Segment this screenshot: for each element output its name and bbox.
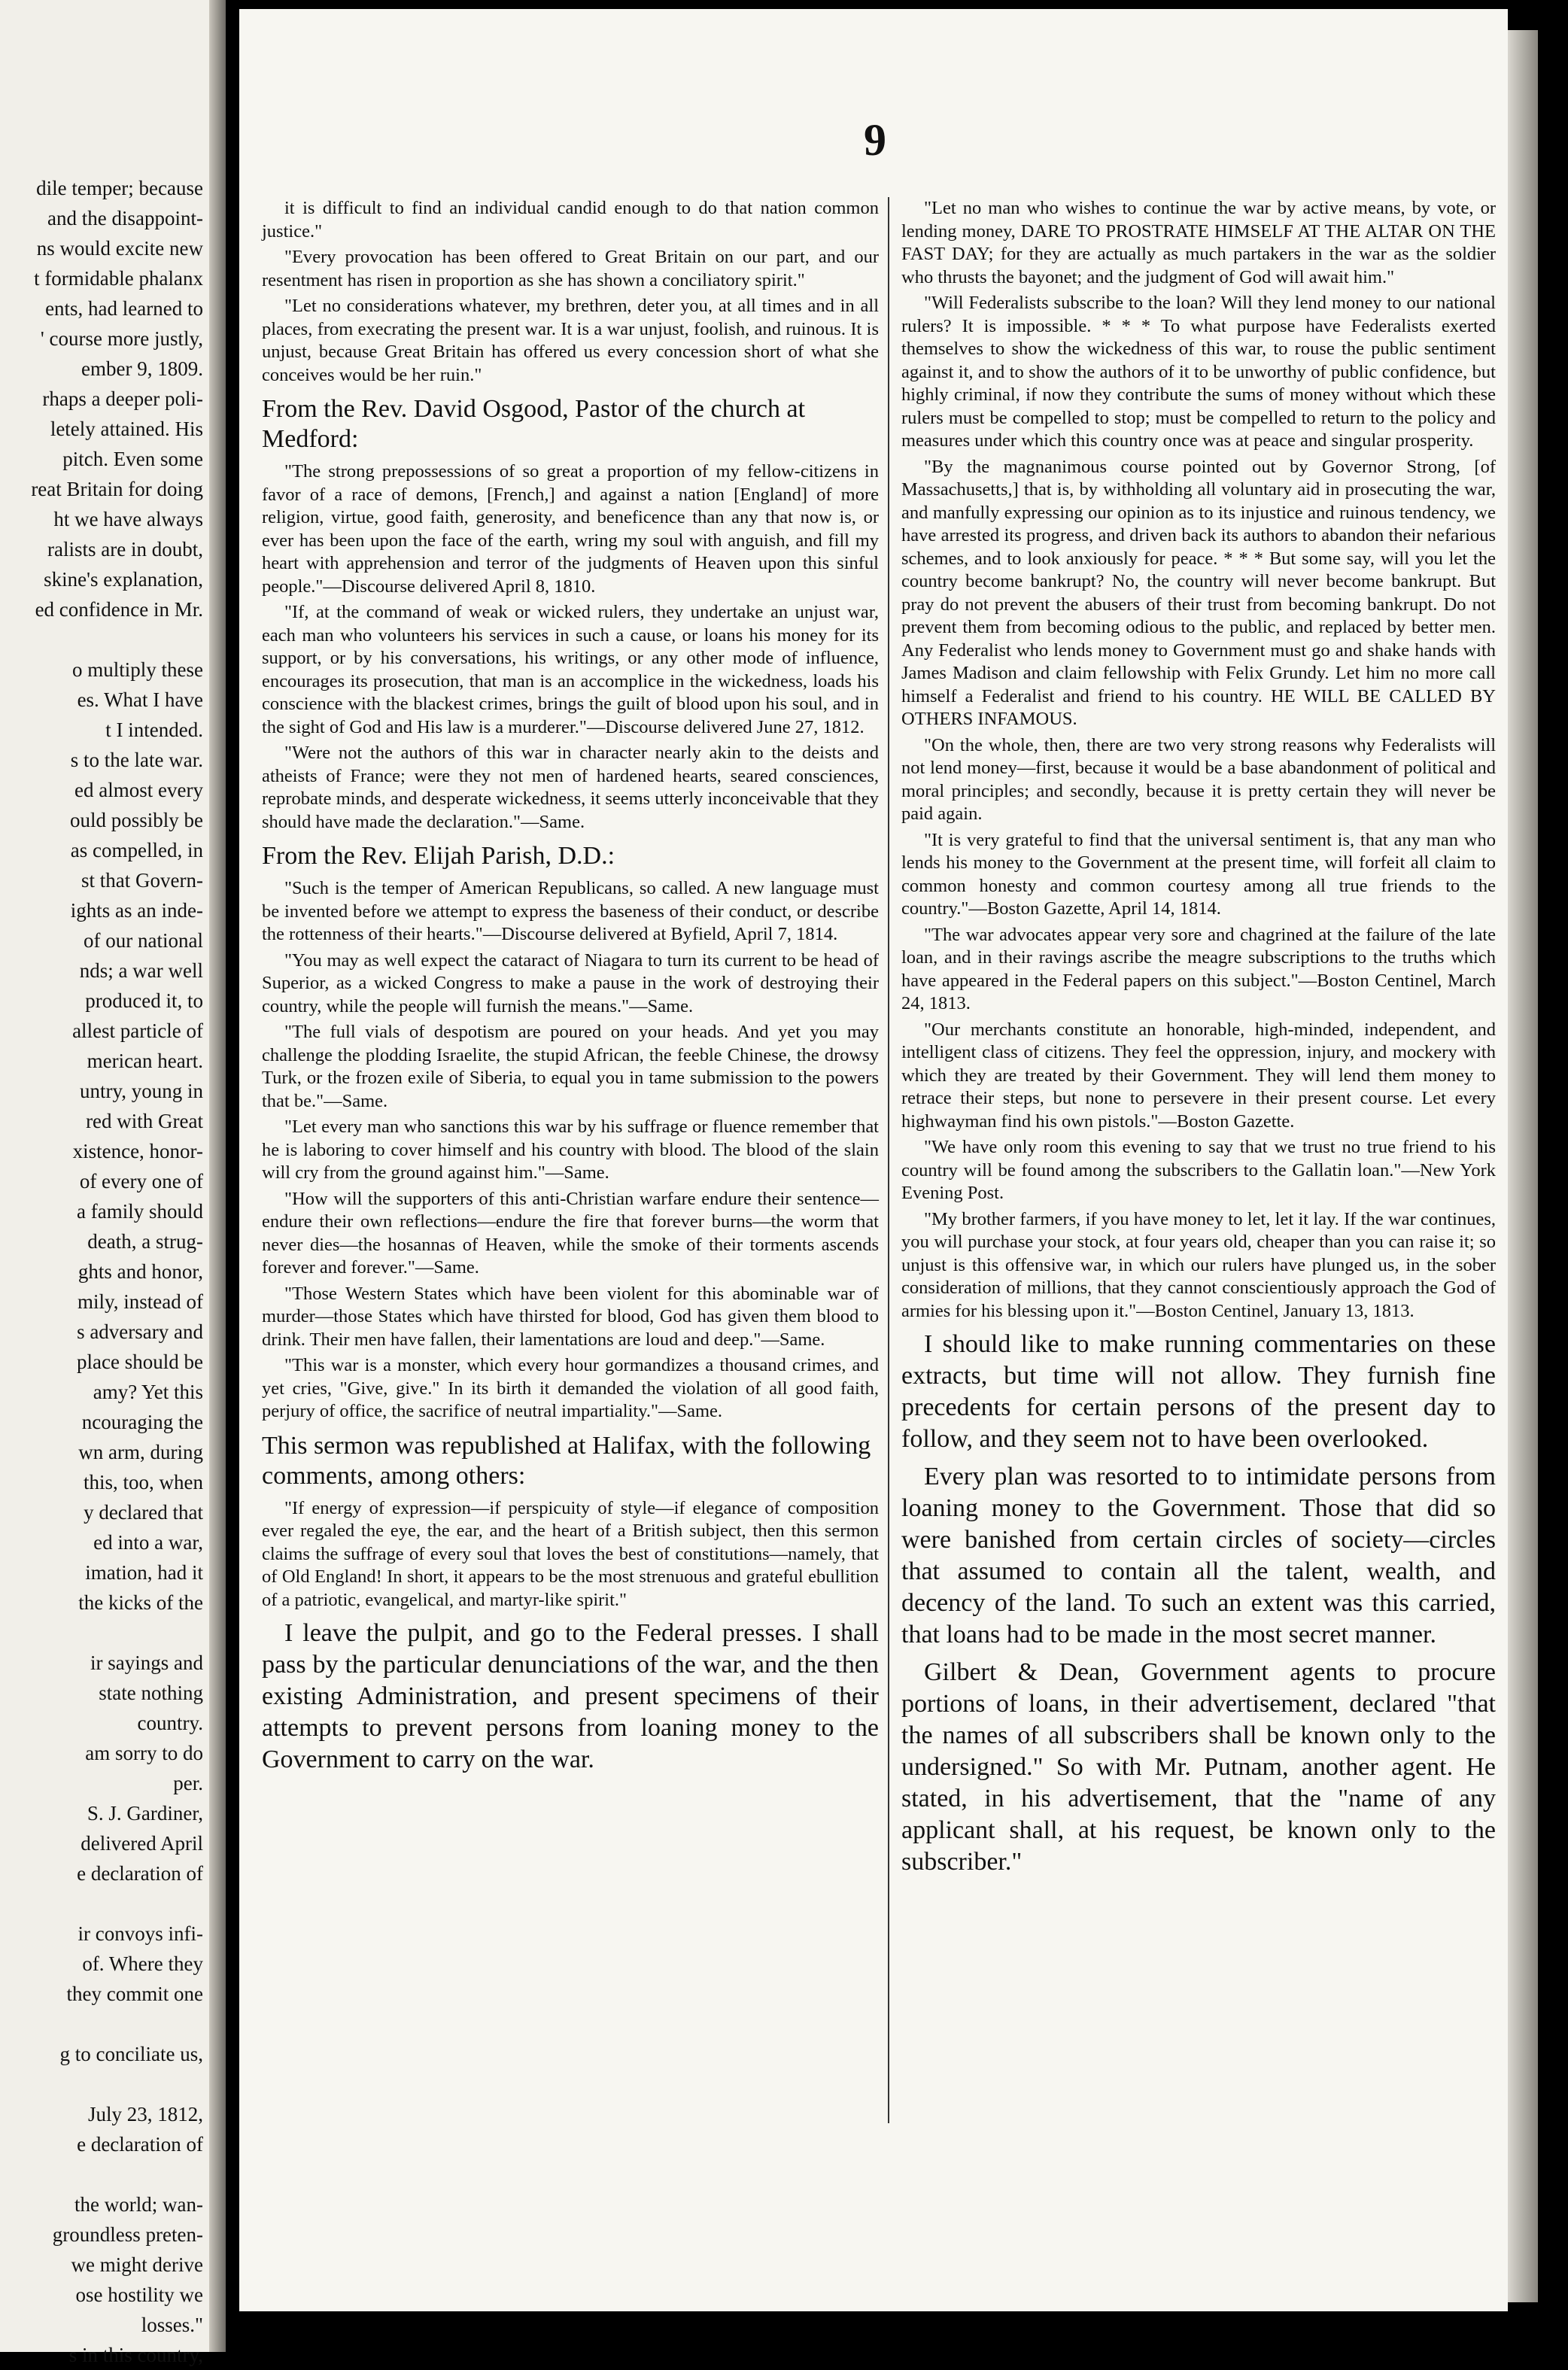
left-column <box>262 197 879 1782</box>
fragment-line: ed into a war, <box>93 1531 203 1554</box>
fragment-line: July 23, 1812, <box>87 2103 203 2125</box>
quoted-paragraph: "Let no man who wishes to continue the war by active means, by vote, or lending money, DARE TO PROSTRATE HIMSELF AT THE ALTAR ON THE FAST DAY; for they are actually as much partakers in the war as the soldier who thrusts the bayonet; and the judgment of God will await him." <box>901 198 1496 287</box>
quoted-paragraph: "We have only room this evening to say that we trust no true friend to his country will be found among the subscribers to the Gallatin loan."—New York Evening Post. <box>901 1137 1496 1203</box>
fragment-line: ht we have always <box>53 508 203 530</box>
body-paragraph: Gilbert & Dean, Government agents to procure portions of loans, in their advertisement, declared "that the names of all subscribers shall be known only to the undersigned." So with Mr. Putnam, another agent. He stated, in his advertisement, that the "name of any applicant shall, at his request, be known only to the subscriber." <box>901 1658 1496 1876</box>
fragment-line: rhaps a deeper poli- <box>42 387 203 410</box>
fragment-line: st that Govern- <box>81 869 203 892</box>
fragment-line: ghts and honor, <box>77 1260 203 1283</box>
fragment-line: xistence, honor- <box>72 1140 203 1162</box>
section-heading: This sermon was republished at Halifax, with the following comments, among others: <box>262 1431 871 1490</box>
fragment-line: losses." <box>141 2314 203 2336</box>
quoted-paragraph: "Were not the authors of this war in character nearly akin to the deists and atheists of France; were they not men of hardened hearts, seared consciences, reprobate minds, and desperate wickedness, it seems utterly inconceivable that they should have made the declaration."—Same. <box>262 743 879 832</box>
quoted-paragraph: "It is very grateful to find that the universal sentiment is, that any man who lends his money to the Government at the present time, will forfeit all claim to common honesty and common courtesy among all true friends to the country."—Boston Gazette, April 14, 1814. <box>901 829 1496 919</box>
fragment-line: dile temper; because <box>36 177 203 199</box>
fragment-line <box>0 1618 203 1648</box>
fragment-line: of every one of <box>79 1170 203 1193</box>
fragment-line: ember 9, 1809. <box>81 357 203 380</box>
fragment-line: ncouraging the <box>81 1411 203 1433</box>
fragment-line: per. <box>173 1772 203 1794</box>
body-paragraph: I should like to make running commentaries on these extracts, but time will not allow. They furnish fine precedents for certain persons of the present day to follow, and they seem not to have been overlooked. <box>901 1330 1496 1453</box>
fragment-line: ns would excite new <box>36 237 203 260</box>
fragment-line: merican heart. <box>87 1050 203 1072</box>
fragment-line: skine's explanation, <box>44 568 203 591</box>
fragment-line: y declared that <box>84 1501 203 1524</box>
quoted-paragraph: "Such is the temper of American Republicans, so called. A new language must be invented before we attempt to express the baseness of their conduct, or describe the rottenness of their hearts."—Discourse delivered at Byfield, April 7, 1814. <box>262 878 879 944</box>
fragment-line: s in this country, <box>68 2344 203 2366</box>
quoted-paragraph: "On the whole, then, there are two very strong reasons why Federalists will not lend money—first, because it would be a base abandonment of political and moral principles; and secondly, because it is pretty certain they will never be paid again. <box>901 734 1496 824</box>
fragment-line: reat Britain for doing <box>31 478 203 500</box>
fragment-line <box>0 2069 203 2099</box>
fragment-line <box>0 2159 203 2189</box>
fragment-line: place should be <box>77 1351 203 1373</box>
adjacent-page-text <box>0 173 203 2370</box>
fragment-line: s adversary and <box>77 1320 203 1343</box>
fragment-line: ' course more justly, <box>40 327 203 350</box>
body-paragraph: Every plan was resorted to to intimidate persons from loaning money to the Government. Those that did so were banished from certain circles of society—circles that assumed to contain all the talent, wealth, and decency of the land. To such an extent was this carried, that loans had to be made in the most secret manner. <box>901 1463 1496 1648</box>
fragment-line: they commit one <box>66 1983 203 2005</box>
quoted-paragraph: "You may as well expect the cataract of Niagara to turn its current to be head of Superior, as a wicked Congress to make a pause in the work of destroying their country, while the people will furnish the means."—Same. <box>262 950 879 1016</box>
fragment-line: ralists are in doubt, <box>47 538 203 561</box>
fragment-line: o multiply these <box>72 658 203 681</box>
quoted-paragraph: "The war advocates appear very sore and chagrined at the failure of the late loan, and in their ravings ascribe the meagre subscriptions to the truths which have appeared in the Federal papers on this subject."—Boston Centinel, March 24, 1813. <box>901 924 1496 1013</box>
fragment-line: we might derive <box>71 2253 203 2276</box>
quoted-paragraph: "Our merchants constitute an honorable, high-minded, independent, and intelligent class of citizens. They feel the oppression, injury, and mockery with which they are treated by their Government. They will lend them money to retrace their steps, but none to persevere in their present course. Let every highwayman find his own pistols."—Boston Gazette. <box>901 1019 1496 1132</box>
fragment-line: ights as an inde- <box>70 899 203 922</box>
fragment-line: red with Great <box>86 1110 203 1132</box>
fragment-line: e declaration of <box>77 1862 203 1885</box>
fragment-line: pitch. Even some <box>62 448 203 470</box>
fragment-line: am sorry to do <box>85 1742 203 1764</box>
fragment-line: es. What I have <box>77 688 203 711</box>
quoted-paragraph: "The full vials of despotism are poured on your heads. And yet you may challenge the plodding Israelite, the stupid African, the feeble Chinese, the drowsy Turk, or the frozen exile of Siberia, to equal you in tame submission to the powers that be."—Same. <box>262 1022 879 1111</box>
adjacent-page-fragment <box>0 0 226 2366</box>
fragment-line: death, a strug- <box>87 1230 203 1253</box>
page-number: 9 <box>864 115 886 165</box>
quoted-paragraph: "The strong prepossessions of so great a proportion of my fellow-citizens in favor of a race of demons, [French,] and against a nation [England] of more religion, virtue, good faith, generosity, and beneficence than any that now is, or ever has been upon the face of the earth, wring my soul with anguish, and fill my heart with apprehension and terror of the judgments of Heaven upon this sinful people."—Discourse delivered April 8, 1810. <box>262 461 879 597</box>
fragment-line <box>0 624 203 655</box>
quoted-paragraph: "Let every man who sanctions this war by his suffrage or fluence remember that he is laboring to cover himself and his country with blood. The blood of the slain will cry from the ground against him."—Same. <box>262 1117 879 1183</box>
fragment-line: a family should <box>77 1200 203 1223</box>
fragment-line <box>0 1888 203 1919</box>
fragment-line: nds; a war well <box>79 959 203 982</box>
fragment-line: imation, had it <box>85 1561 203 1584</box>
fragment-line: this, too, when <box>84 1471 203 1493</box>
fragment-line: ents, had learned to <box>45 297 203 320</box>
fragment-line: S. J. Gardiner, <box>87 1802 203 1825</box>
fragment-line: and the disappoint- <box>47 207 203 229</box>
quoted-paragraph: "Every provocation has been offered to Great Britain on our part, and our resentment has risen in proportion as she has shown a conciliatory spirit." <box>262 247 879 290</box>
fragment-line: the world; wan- <box>74 2193 203 2216</box>
fragment-line <box>0 2009 203 2039</box>
fragment-line: wn arm, during <box>78 1441 203 1463</box>
fragment-line: s to the late war. <box>70 749 203 771</box>
column-divider <box>888 197 889 2123</box>
fragment-line: t formidable phalanx <box>34 267 203 290</box>
fragment-line: produced it, to <box>85 989 203 1012</box>
fragment-line: ould possibly be <box>69 809 203 831</box>
quoted-paragraph: it is difficult to find an individual candid enough to do that nation common justice." <box>262 198 879 242</box>
fragment-line: allest particle of <box>72 1019 203 1042</box>
fragment-line: letely attained. His <box>50 418 203 440</box>
fragment-line: state nothing <box>99 1682 203 1704</box>
fragment-line: ed almost every <box>74 779 203 801</box>
fragment-line: groundless preten- <box>52 2223 203 2246</box>
quoted-paragraph: "If energy of expression—if perspicuity of style—if elegance of composition ever regaled the eye, the ear, and the heart of a British subject, then this sermon claims the suffrage of every soul that loves the best of constitutions—namely, that of Old England! In short, it appears to be the most strenuous and grateful ebullition of a patriotic, evangelical, and martyr-like spirit." <box>262 1497 879 1610</box>
quoted-paragraph: "How will the supporters of this anti-Christian warfare endure their sentence—endure their own reflections—endure the fire that forever burns—the worm that never dies—the hosannas of Heaven, while the smoke of their torments ascends forever and forever."—Same. <box>262 1188 879 1278</box>
fragment-line: ed confidence in Mr. <box>35 598 203 621</box>
fragment-line: e declaration of <box>77 2133 203 2156</box>
quoted-paragraph: "By the magnanimous course pointed out by Governor Strong, [of Massachusetts,] that is, by withholding all voluntary aid in prosecuting the war, and manfully expressing our opinion as to its injustice and ruinous tendency, we have arrested its progress, and driven back its authors to abandon their nefarious schemes, and to look anxiously for peace. * * * But some say, will you let the country become bankrupt? No, the country will never become bankrupt. But pray do not prevent the abusers of their trust from becoming bankrupt. Do not prevent them from becoming odious to the public, and replaced by better men. Any Federalist who lends money to Government must go and shake hands with James Madison and claim fellowship with Felix Grundy. Let him no more call himself a Federalist and friend to his country. HE WILL BE CALLED BY OTHERS INFAMOUS. <box>901 456 1496 729</box>
section-heading: From the Rev. Elijah Parish, D.D.: <box>262 842 615 870</box>
right-column <box>901 197 1496 1884</box>
fragment-line: amy? Yet this <box>93 1381 203 1403</box>
quoted-paragraph: "If, at the command of weak or wicked rulers, they undertake an unjust war, each man who volunteers his services in such a cause, or loans his money for its support, or by his conversations, his writings, or any other mode of influence, encourages its prosecution, that man is an accomplice in the wickedness, loads his conscience with the blackest crimes, brings the guilt of blood upon his soul, and in the sight of God and His law is a murderer."—Discourse delivered June 27, 1812. <box>262 602 879 737</box>
quoted-paragraph: "Will Federalists subscribe to the loan? Will they lend money to our national rulers? It is impossible. * * * To what purpose have Federalists exerted themselves to show the wickedness of this war, to rouse the public sentiment against it, and to show the authors of it to be unworthy of public confidence, but highly criminal, if now they contribute the sums of money without which these rulers must be compelled to stop; must be compelled to return to the policy and measures under which this country once was at peace and singular prosperity. <box>901 293 1496 451</box>
document-page <box>239 9 1508 2311</box>
fragment-line: ir sayings and <box>90 1651 203 1674</box>
fragment-line: untry, young in <box>80 1080 203 1102</box>
quoted-paragraph: "My brother farmers, if you have money to let, let it lay. If the war continues, you will purchase your stock, at four years old, cheaper than you can raise it; so unjust is this offensive war, in which our rulers have plunged us, in the sober consideration of millions, that they cannot conscientiously approach the God of armies for his blessing upon it."—Boston Centinel, January 13, 1813. <box>901 1208 1496 1321</box>
page-edge-shadow <box>1508 30 1538 2302</box>
body-paragraph: I leave the pulpit, and go to the Federal presses. I shall pass by the particular denunciations of the war, and the then existing Administration, and present specimens of their attempts to prevent persons from loaning money to the Government to carry on the war. <box>262 1619 879 1773</box>
fragment-line: mily, instead of <box>77 1290 203 1313</box>
fragment-line: as compelled, in <box>70 839 203 861</box>
fragment-line: delivered April <box>81 1832 203 1855</box>
quoted-paragraph: "Those Western States which have been violent for this abominable war of murder—those States which have thirsted for blood, God has given them blood to drink. Their men have fallen, their lamentations are loud and deep."—Same. <box>262 1283 879 1350</box>
fragment-line: ose hostility we <box>75 2283 203 2306</box>
section-heading: From the Rev. David Osgood, Pastor of the church at Medford: <box>262 395 806 453</box>
fragment-line: of. Where they <box>82 1952 203 1975</box>
fragment-line: the kicks of the <box>78 1591 203 1614</box>
fragment-line: of our national <box>84 929 203 952</box>
quoted-paragraph: "Let no considerations whatever, my brethren, deter you, at all times and in all places, from execrating the present war. It is a war unjust, foolish, and ruinous. It is unjust, because Great Britain has offered us every concession short of what she conceives would be her ruin." <box>262 296 879 385</box>
fragment-line: country. <box>137 1712 203 1734</box>
fragment-line: t I intended. <box>105 719 203 741</box>
fragment-line: g to conciliate us, <box>59 2043 203 2065</box>
quoted-paragraph: "This war is a monster, which every hour gormandizes a thousand crimes, and yet cries, "Give, give." In its birth it demanded the violation of all good faith, perjury of office, the sacrifice of neutral impartiality."—Same. <box>262 1355 879 1421</box>
fragment-line: ir convoys infi- <box>77 1922 203 1945</box>
page-fold-shadow <box>209 0 226 2352</box>
